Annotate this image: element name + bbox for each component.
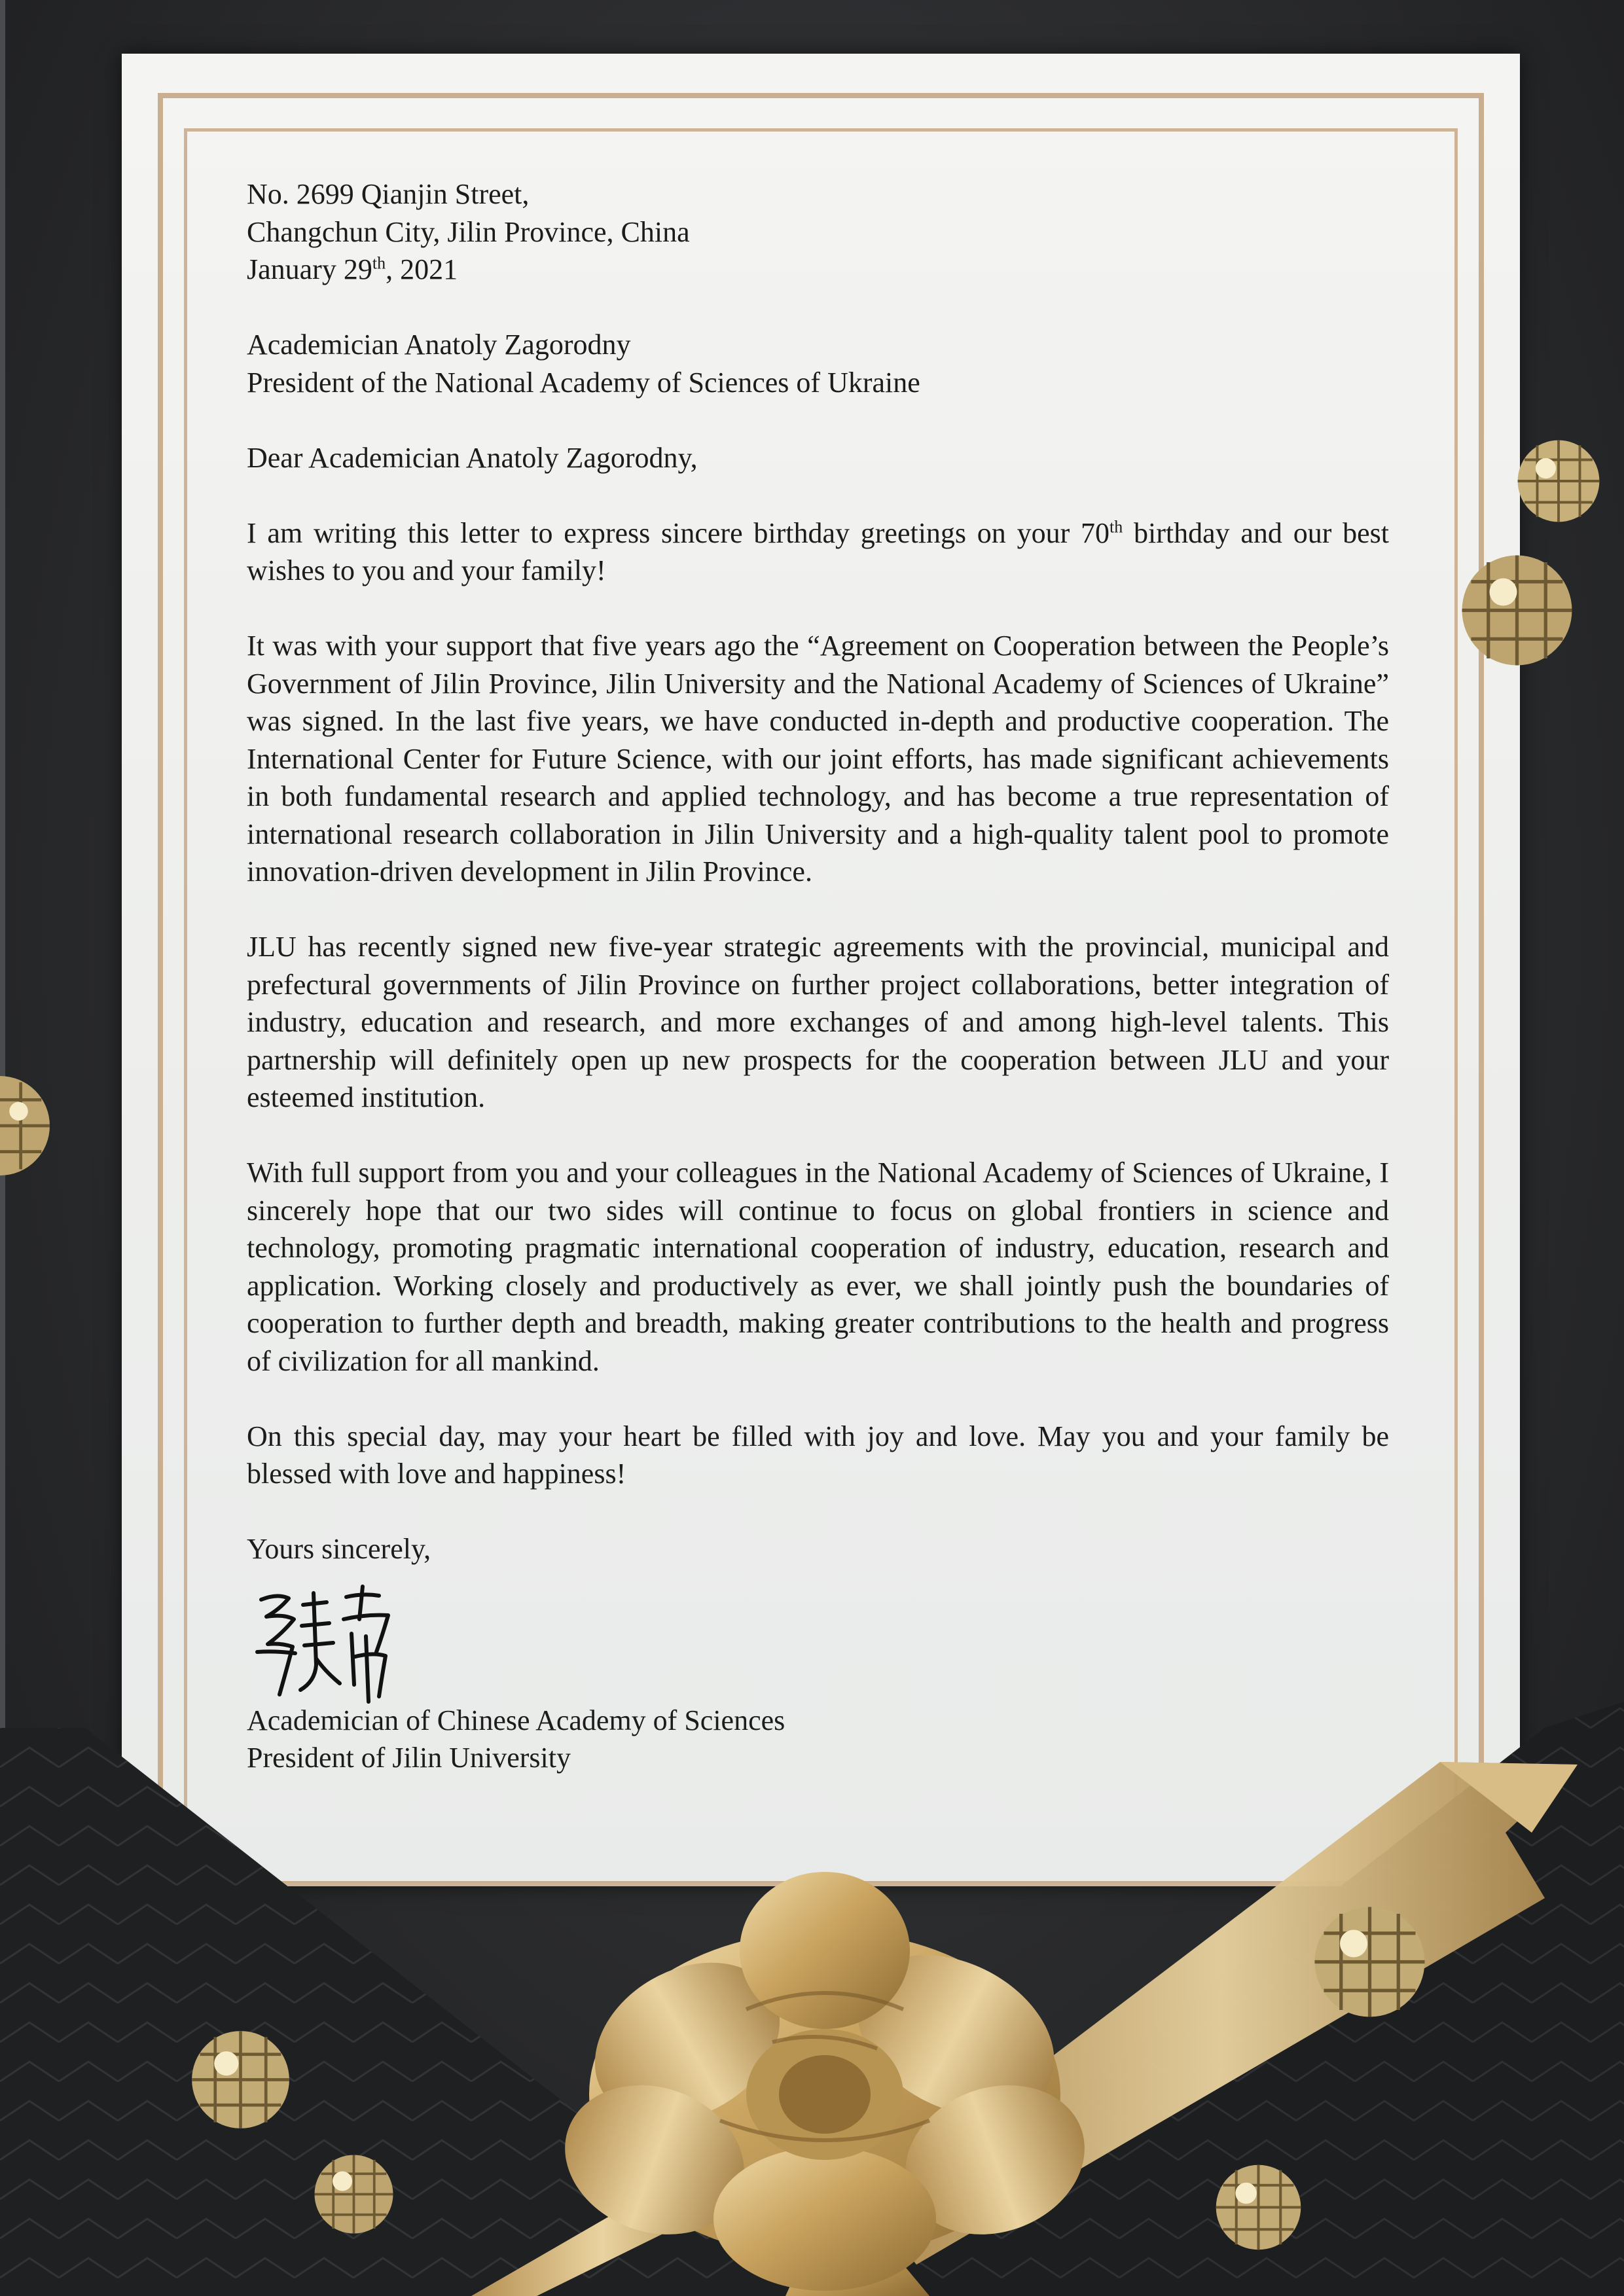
disco-ball-icon <box>190 2029 291 2130</box>
disco-ball-icon <box>1460 553 1574 668</box>
paragraph-hopes: With full support from you and your colleagues in the National Academy of Sciences of Ukraine, I sincerely hope that our two sides will continue to focus on global frontiers in science and technology, promoting pragmatic international cooperation of industry, education, research and application. Working closely and productively as ever, we shall jointly push the boundaries of cooperation to further depth and breadth, making greater contributions to the health and progress of civilization for all mankind. <box>247 1157 1389 1377</box>
disco-ball-icon <box>0 1073 62 1178</box>
sender-address-line2: Changchun City, Jilin Province, China <box>247 215 690 248</box>
sender-address-line1: No. 2699 Qianjin Street, <box>247 178 530 210</box>
salutation: Dear Academician Anatoly Zagorodny, <box>247 441 698 474</box>
disco-ball-icon <box>1214 2163 1303 2251</box>
paragraph-greeting: I am writing this letter to express sincere birthday greetings on your 70th birthday and our best wishes to you and your family! <box>247 516 1389 586</box>
recipient-title: President of the National Academy of Sciences of Ukraine <box>247 366 920 399</box>
paragraph-wishes: On this special day, may your heart be filled with joy and love. May you and your family be blessed with love and happiness! <box>247 1420 1389 1490</box>
paragraph-cooperation: It was with your support that five years ago the “Agreement on Cooperation between the People’s Government of Jilin Province, Jilin University and the National Academy of Sciences of Ukraine” was signed. In the last five years, we have conducted in-depth and productive cooperation. The International Center for Future Science, with our joint efforts, has made significant achievements in both fundamental research and applied technology, and has become a true representation of international research collaboration in Jilin University and a high-quality talent pool to promote innovation-driven development in Jilin Province. <box>247 630 1389 888</box>
paragraph-agreements: JLU has recently signed new five-year strategic agreements with the provincial, municipal and prefectural governments of Jilin Province on further project collaborations, better integration of industry, education and research, and more exchanges of and among high-level talents. This partnership will definitely open up new prospects for the cooperation between JLU and your esteemed institution. <box>247 931 1389 1113</box>
recipient-name: Academician Anatoly Zagorodny <box>247 329 631 361</box>
letter-body <box>247 175 1389 1777</box>
disco-ball-icon <box>1312 1905 1427 2019</box>
disco-ball-icon <box>1516 439 1601 524</box>
closing: Yours sincerely, <box>247 1533 431 1565</box>
handwritten-signature <box>248 1573 405 1704</box>
disco-ball-icon <box>313 2153 395 2235</box>
signature-title-president: President of Jilin University <box>247 1742 571 1774</box>
letter-date: January 29th, 2021 <box>247 253 458 285</box>
signature-title-academician: Academician of Chinese Academy of Sciences <box>247 1704 785 1736</box>
